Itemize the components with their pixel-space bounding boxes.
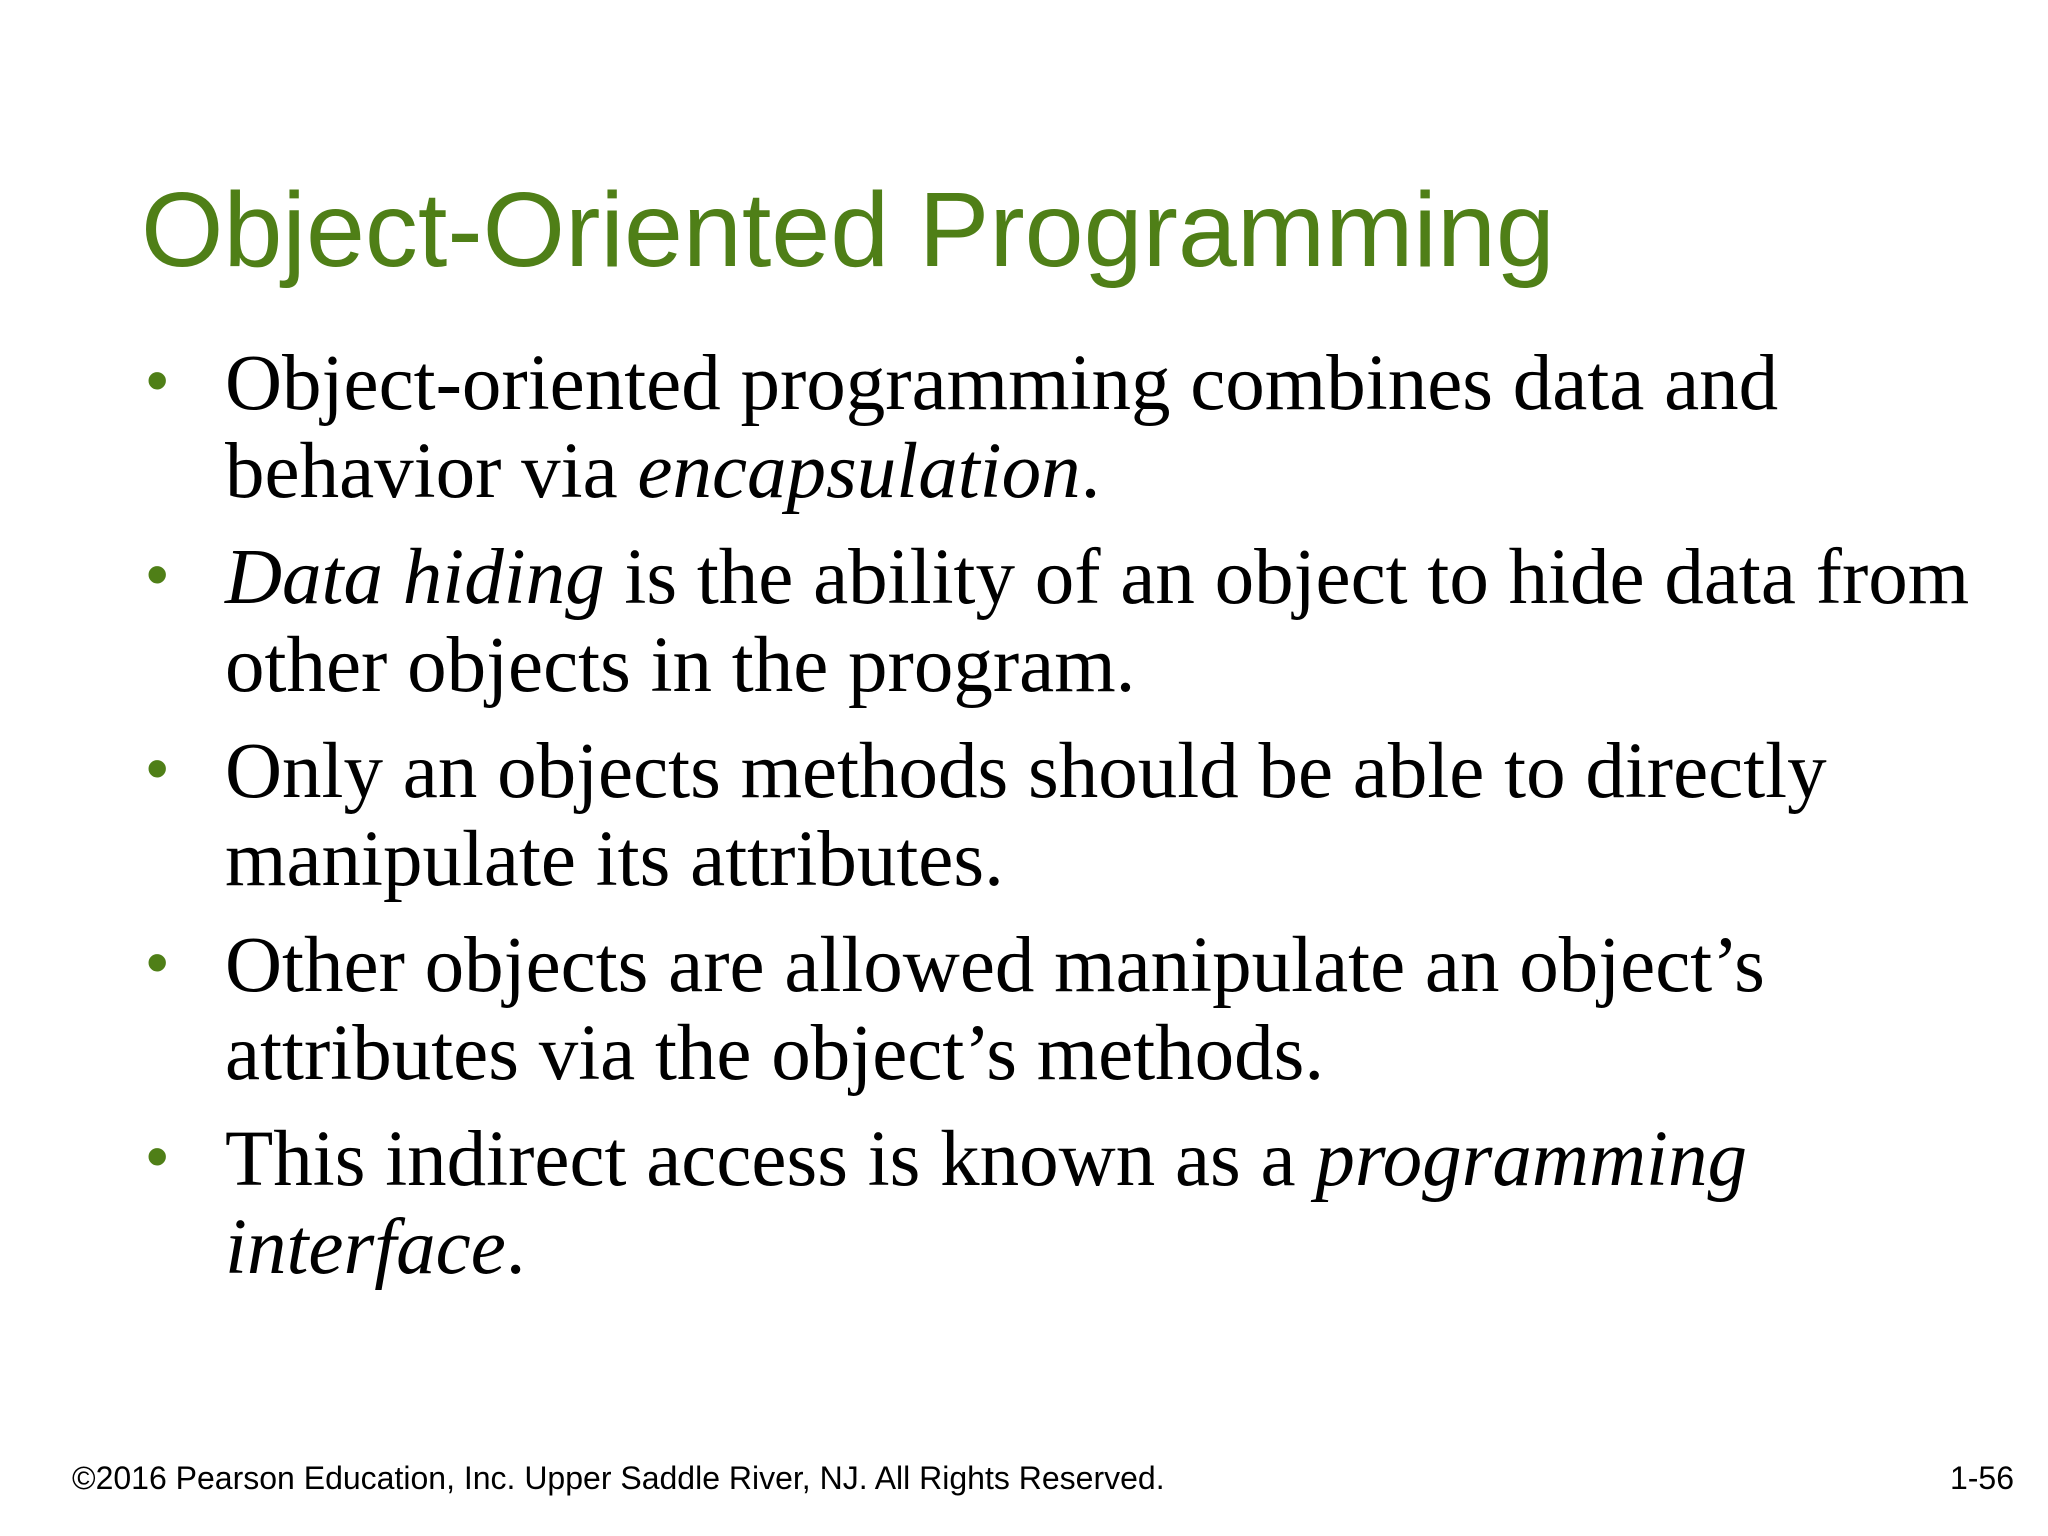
bullet-item <box>140 1116 2020 1292</box>
bullet-item <box>140 534 2020 710</box>
bullet-text-part: is the ability of an object to hide data from other objects in the program. <box>225 534 1970 709</box>
bullet-text-part: . <box>505 1204 526 1291</box>
bullet-text-part: Only an objects methods should be able to directly manipulate its attributes. <box>225 728 1827 903</box>
bullet-item <box>140 340 2020 516</box>
bullet-item <box>140 728 2020 904</box>
bullet-text-emphasis: Data hiding <box>225 534 605 621</box>
footer-copyright: ©2016 Pearson Education, Inc. Upper Saddle River, NJ. All Rights Reserved. <box>72 1460 1165 1496</box>
bullet-text-part: This indirect access is known as a <box>225 1116 1316 1203</box>
bullet-item <box>140 922 2020 1098</box>
bullet-list <box>140 340 2020 1310</box>
bullet-marker-icon: • <box>146 1120 169 1192</box>
slide-title: Object-Oriented Programming <box>141 171 1555 289</box>
bullet-marker-icon: • <box>146 344 169 416</box>
page-number: 1-56 <box>1949 1460 2014 1496</box>
bullet-text-emphasis: encapsulation <box>637 428 1081 515</box>
bullet-marker-icon: • <box>146 732 169 804</box>
bullet-text-part: Object-oriented programming combines data and behavior via <box>225 340 1779 515</box>
bullet-text-part: . <box>1080 428 1101 515</box>
bullet-marker-icon: • <box>146 538 169 610</box>
bullet-marker-icon: • <box>146 926 169 998</box>
bullet-text-part: Other objects are allowed manipulate an object’s attributes via the object’s methods. <box>225 922 1765 1097</box>
bullet-text-emphasis: programming interface <box>225 1116 1747 1291</box>
